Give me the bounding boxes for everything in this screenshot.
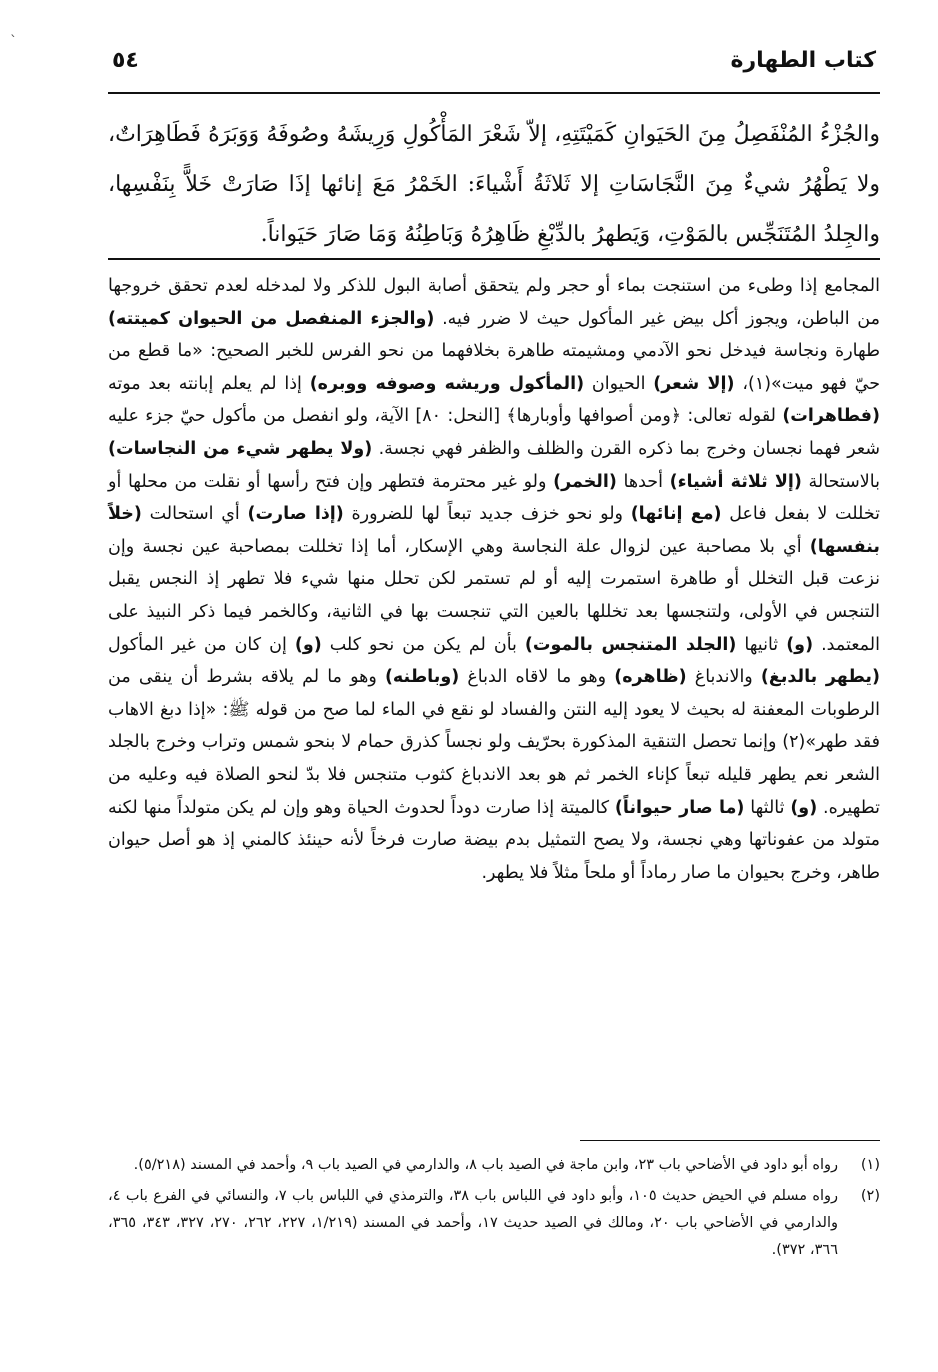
page-header xyxy=(112,42,876,78)
commentary-segment: ولو غير محترمة فتطهر وإن فتح رأسها أو نقلت من محلها أو تخللت لا بفعل فاعل xyxy=(108,471,880,525)
header-rule xyxy=(108,92,880,94)
commentary-segment: إن كان من غير المأكول xyxy=(108,634,295,655)
commentary-segment: طهارة ونجاسة فيدخل نحو الآدمي ومشيمته طاهرة بخلافهما من نحو الفرس للخبر الصحيح: «ما قطع من حيّ فهو ميت»(١)، xyxy=(108,341,881,394)
matn-quote: (ظاهره) xyxy=(614,667,687,688)
commentary-segment: لقوله تعالى: ﴿ومن أصوافها وأوبارها﴾ [النحل: ٨٠] الآية، ولو انفصل من مأكول حيّ جزء عليه شعر فهما نجسان وخرج بما ذكره القرن والظلف والظفر فهي نجسة. xyxy=(108,406,880,459)
footnote-number: (١) xyxy=(860,1157,880,1173)
matn-quote: (و) xyxy=(294,634,322,655)
commentary-segment: الحيوان xyxy=(584,373,654,394)
footnote-rule xyxy=(580,1140,880,1141)
matn-quote: (و) xyxy=(790,797,818,818)
matn-quote: (خلاً بنفسها) xyxy=(108,504,880,557)
commentary-segment: إذا لم يعلم إبانته بعد موته xyxy=(108,373,310,394)
commentary-segment: أي استحالت xyxy=(141,504,248,525)
scan-mark: ` xyxy=(10,34,17,50)
matn-quote: (وباطنه) xyxy=(384,667,460,688)
commentary-segment: بالاستحالة xyxy=(801,471,880,492)
matn-quote: (إلا شعر) xyxy=(653,373,735,394)
matn-quote: (الجلد المتنجس بالموت) xyxy=(524,634,737,655)
matn-quote: (فطاهرات) xyxy=(782,406,880,427)
commentary-text xyxy=(108,270,880,889)
matn-quote: (يطهر بالدبغ) xyxy=(760,667,880,688)
footnote-1 xyxy=(108,1152,880,1179)
commentary-segment: أحدها xyxy=(616,471,670,492)
matn-quote: (والجزء المنفصل من الحيوان كميتته) xyxy=(108,308,435,329)
footnote-text: رواه أبو داود في الأضاحي باب ٢٣، وابن ماجة في الصيد باب ٨، والدارمي في الصيد باب ٩، وأحمد في المسند (٥/٢١٨). xyxy=(133,1157,838,1173)
commentary-segment: بأن لم يكن من نحو كلب xyxy=(321,634,525,655)
commentary-segment: المجامع إذا وطىء من استنجت بماء أو حجر ولم يتحقق أصابة البول للذكر ولا لمدخله لعدم تحقق خروجها من الباطن، ويجوز أكل بيض غير المأكول حيث لا ضرر فيه. xyxy=(108,276,880,329)
footnote-number: (٢) xyxy=(860,1188,880,1204)
book-title: كتاب الطهارة xyxy=(730,47,876,73)
matn-quote: (الخمر) xyxy=(553,471,617,492)
matn-quote: (المأكول وريشه وصوفه ووبره) xyxy=(309,373,585,394)
footnote-text: رواه مسلم في الحيض حديث ١٠٥، وأبو داود في اللباس باب ٣٨، والترمذي في اللباس باب ٧، والنسائي في الفرع باب ٤، والدارمي في الأضاحي باب ٢٠، ومالك في الصيد حديث ١٧، وأحمد في المسند (١/٢١٩، ٢٢٧، ٢٦٢، ٢٧٠، ٣٢٧، ٣٤٣، ٣٦٥، ٣٦٦، ٣٧٢). xyxy=(108,1188,839,1258)
footnote-2 xyxy=(108,1183,880,1264)
commentary-paragraph xyxy=(108,270,880,889)
matn-quote: (مع إنائها) xyxy=(630,504,722,525)
matn-quote: (إلا ثلاثة أشياء) xyxy=(669,471,802,492)
matn-paragraph: والجُزْءُ المُنْفَصِلُ مِنَ الحَيَوانِ كَمَيْتَتِهِ، إلاّ شَعْرَ المَأْكُولِ وَرِيشَهُ وصُوفَهُ وَوَبَرَهُ فَطَاهِرَاتٌ، ولا يَطْهُرُ شيءٌ مِنَ النَّجَاسَاتِ إلا ثَلاثَةُ أَشْياءَ: الخَمْرُ مَعَ إنائها إذَا صَارَتْ خَلاًّ بِنَفْسِها، والجِلدُ المُتَنَجِّس بالمَوْتِ، وَيَطهرُ بالدِّبْغِ ظَاهِرُهُ وَبَاطِنُهُ وَمَا صَارَ حَيَواناً. xyxy=(108,122,880,247)
commentary-segment: كالميتة إذا صارت دوداً لحدوث الحياة وهو وإن لم يكن متولداً منها لكنه متولد من عفوناتها وهي نجسة، ولا يصح التمثيل بدم بيضة صارت فرخاً لأنه حينئذ كالمني إذ هو أصل حيوان طاهر، وخرج بحيوان ما صار رماداً أو ملحاً مثلاً فلا يطهر. xyxy=(108,797,880,883)
commentary-segment: وهو ما لم يلاقه بشرط أن ينقى من الرطوبات المعفنة له بحيث لا يعود إليه النتن والفساد لو نقع في الماء لما صح من قوله ﷺ: «إذا دبغ الاهاب فقد طهر»(٢) وإنما تحصل التنقية المذكورة بحرّيف ولو نجساً كذرق حمام لا بنحو شمس وتراب وخرج بالجلد الشعر نعم يطهر قليله تبعاً كإناء الخمر ثم هو بعد الاندباغ كثوب متنجس فلا بدّ لنحو الصلاة فيه وعليه من تطهيره. xyxy=(108,667,880,818)
commentary-segment: ثانيها xyxy=(736,634,787,655)
commentary-segment: أي بلا مصاحبة عين لزوال علة النجاسة وهي الإسكار، أما إذا تخللت بمصاحبة عين نجسة وإن نزعت قبل التخلل أو طاهرة استمرت إليه أو لم تستمر لكن تحلل منها شيء فلا تطهر إذ النجس يقبل التنجس في الأولى، ولتنجسها بعد تخللها بالعين التي تنجست بها في الثانية، وكالخمر فيما ذكر النبيذ على المعتمد. xyxy=(108,536,880,655)
commentary-segment: والاندباغ xyxy=(686,667,761,688)
page-number: ٥٤ xyxy=(112,47,139,73)
commentary-segment: ثالثها xyxy=(744,797,791,818)
main-text xyxy=(108,110,880,260)
commentary-divider xyxy=(108,258,880,260)
matn-quote: (إذا صارت) xyxy=(247,504,344,525)
footnotes xyxy=(108,1152,880,1268)
matn-quote: (ما صار حيواناً) xyxy=(614,797,745,818)
commentary-segment: وهو ما لاقاه الدباغ xyxy=(459,667,615,688)
matn-quote: (و) xyxy=(786,634,814,655)
matn-quote: (ولا يطهر شيء من النجاسات) xyxy=(108,438,373,459)
commentary-segment: ولو نحو خزف جديد تبعاً لها للضرورة xyxy=(343,504,631,525)
